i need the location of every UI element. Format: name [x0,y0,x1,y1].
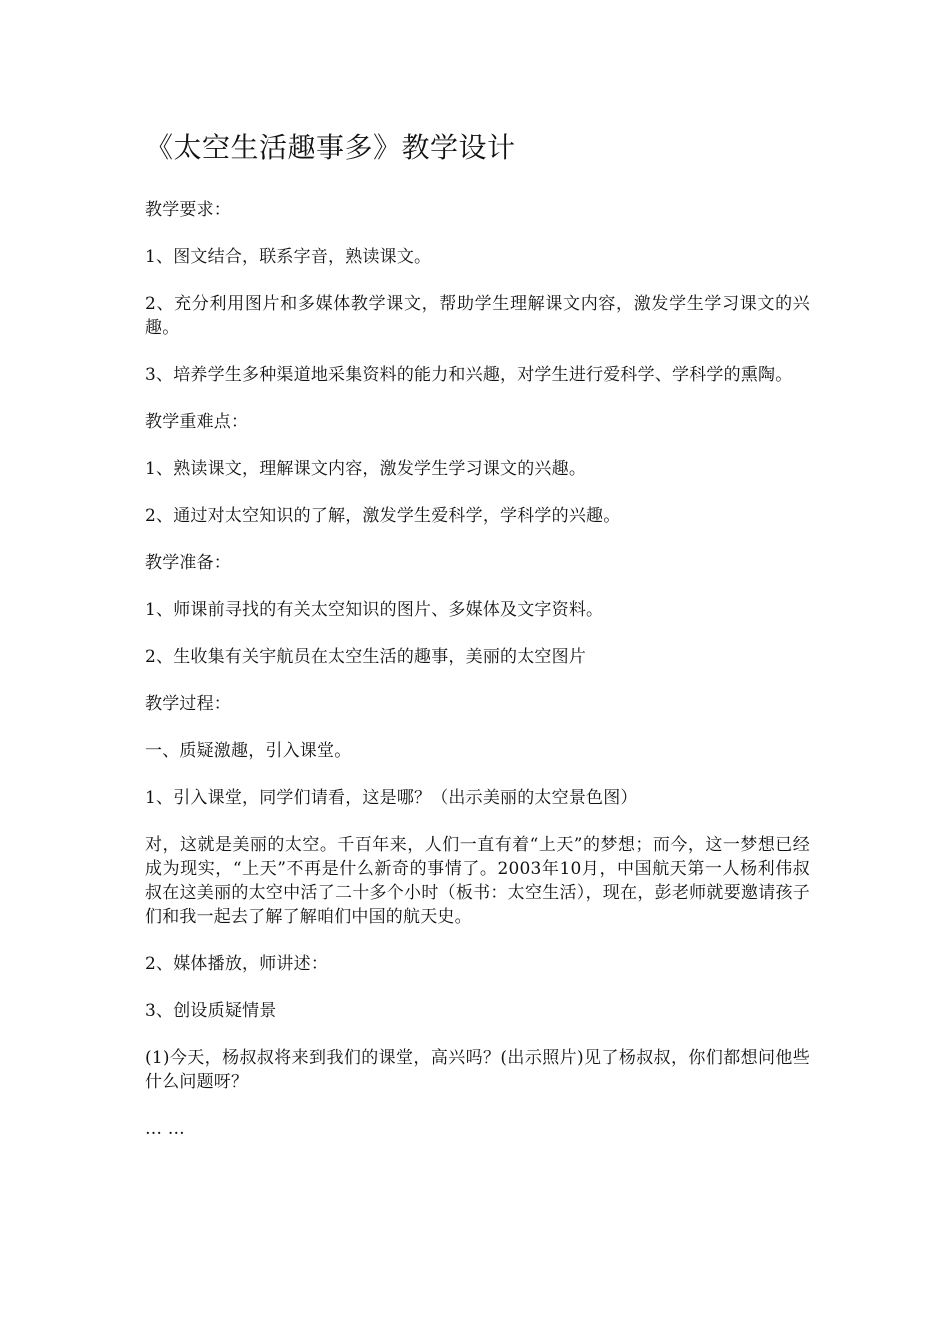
paragraph-requirement-1: 1、图文结合，联系字音，熟读课文。 [145,247,432,267]
paragraph-preparation-heading: 教学准备： [145,553,231,573]
paragraph-process-step-2: 2、媒体播放，师讲述： [145,954,329,974]
document-title: 《太空生活趣事多》教学设计 [145,131,516,164]
paragraph-process-heading: 教学过程： [145,694,231,714]
paragraph-requirement-3: 3、培养学生多种渠道地采集资料的能力和兴趣，对学生进行爱科学、学科学的熏陶。 [145,365,793,385]
paragraph-ellipsis: … … [145,1119,186,1139]
paragraph-key-point-2: 2、通过对太空知识的了解，激发学生爱科学，学科学的兴趣。 [145,506,621,526]
paragraph-preparation-1: 1、师课前寻找的有关太空知识的图片、多媒体及文字资料。 [145,600,604,620]
paragraph-process-step-3-1: (1)今天，杨叔叔将来到我们的课堂，高兴吗？(出示照片)见了杨叔叔，你们都想问他些什么问题呀？ [145,1048,810,1092]
paragraph-process-step-3: 3、创设质疑情景 [145,1001,277,1021]
paragraph-process-section-1: 一、质疑激趣，引入课堂。 [145,741,352,761]
paragraph-process-narrative: 对，这就是美丽的太空。千百年来，人们一直有着“上天”的梦想；而今，这一梦想已经成为现实，“上天”不再是什么新奇的事情了。2003年10月，中国航天第一人杨利伟叔叔在这美丽的太空中活了二十多个小时（板书：太空生活），现在，彭老师就要邀请孩子们和我一起去了解了解咱们中国的航天史。 [145,835,810,927]
document-page [145,128,810,1164]
paragraph-teaching-requirements-heading: 教学要求： [145,200,231,220]
paragraph-process-step-1: 1、引入课堂，同学们请看，这是哪？（出示美丽的太空景色图） [145,788,638,808]
paragraph-key-points-heading: 教学重难点： [145,412,249,432]
paragraph-requirement-2: 2、充分利用图片和多媒体教学课文，帮助学生理解课文内容，激发学生学习课文的兴趣。 [145,294,810,338]
paragraph-preparation-2: 2、生收集有关宇航员在太空生活的趣事，美丽的太空图片 [145,647,587,667]
paragraph-key-point-1: 1、熟读课文，理解课文内容，激发学生学习课文的兴趣。 [145,459,587,479]
